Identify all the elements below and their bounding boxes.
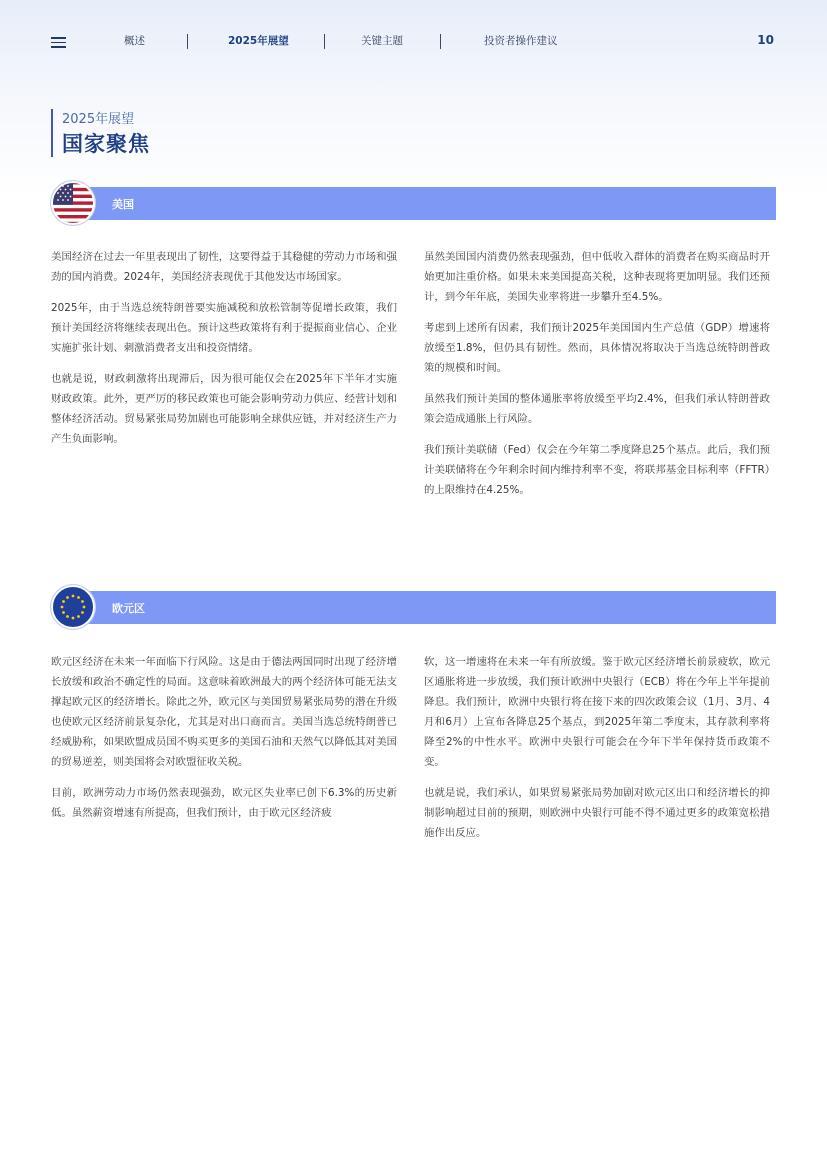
eurozone-right-column (424, 652, 770, 854)
section-band-us (82, 187, 776, 220)
top-navigation (0, 0, 827, 84)
page-subtitle: 2025年展望 (62, 112, 135, 127)
paragraph: 考虑到上述所有因素，我们预计2025年美国国内生产总值（GDP）增速将放缓至1.8%，但仍具有韧性。然而，具体情况将取决于当选总统特朗普政策的规模和时间。 (424, 322, 770, 374)
section-band-eurozone (82, 591, 776, 624)
paragraph: 2025年，由于当选总统特朗普要实施减税和放松管制等促增长政策，我们预计美国经济将继续表现出色。预计这些政策将有利于提振商业信心、企业实施扩张计划、刺激消费者支出和投资情绪。 (51, 302, 397, 354)
nav-divider (440, 34, 441, 49)
section-title-us: 美国 (112, 198, 134, 211)
paragraph: 虽然我们预计美国的整体通胀率将放缓至平均2.4%，但我们承认特朗普政策会造成通胀上行风险。 (424, 393, 770, 425)
tab-key-themes[interactable]: 关键主题 (361, 35, 403, 47)
title-accent-bar (51, 109, 53, 157)
tab-investor-actions[interactable]: 投资者操作建议 (484, 35, 558, 47)
tab-2025-outlook[interactable]: 2025年展望 (228, 35, 289, 47)
section-title-eurozone: 欧元区 (112, 602, 145, 615)
paragraph: 美国经济在过去一年里表现出了韧性，这要得益于其稳健的劳动力市场和强劲的国内消费。2024年，美国经济表现优于其他发达市场国家。 (51, 251, 397, 283)
flag-border (51, 181, 95, 225)
hamburger-icon[interactable] (51, 37, 66, 48)
tab-overview[interactable]: 概述 (124, 35, 145, 47)
paragraph: 目前，欧洲劳动力市场仍然表现强劲，欧元区失业率已创下6.3%的历史新低。虽然薪资增速有所提高，但我们预计，由于欧元区经济疲 (51, 787, 397, 819)
flag-border (51, 585, 95, 629)
nav-divider (187, 34, 188, 49)
paragraph: 虽然美国国内消费仍然表现强劲，但中低收入群体的消费者在购买商品时开始更加注重价格。如果未来美国提高关税，这种表现将更加明显。我们还预计，到今年年底，美国失业率将进一步攀升至4.5%。 (424, 251, 770, 303)
us-left-column (51, 247, 397, 460)
paragraph: 欧元区经济在未来一年面临下行风险。这是由于德法两国同时出现了经济增长放缓和政治不确定性的局面。这意味着欧洲最大的两个经济体可能无法支撑起欧元区的经济增长。除此之外，欧元区与美国贸易紧张局势的潜在升级也使欧元区经济前景复杂化，尤其是对出口商而言。美国当选总统特朗普已经威胁称，如果欧盟成员国不购买更多的美国石油和天然气以降低其对美国的贸易逆差，则美国将会对欧盟征收关税。 (51, 656, 397, 768)
paragraph: 我们预计美联储（Fed）仅会在今年第二季度降息25个基点。此后，我们预计美联储将在今年剩余时间内维持利率不变，将联邦基金目标利率（FFTR）的上限维持在4.25%。 (424, 444, 770, 496)
page-title: 国家聚焦 (62, 132, 150, 156)
paragraph: 也就是说，财政刺激将出现滞后，因为很可能仅会在2025年下半年才实施财政政策。此外，更严厉的移民政策也可能会影响劳动力供应、经营计划和整体经济活动。贸易紧张局势加剧也可能影响全球供应链，并对经济生产力产生负面影响。 (51, 373, 397, 445)
page-number: 10 (757, 33, 774, 47)
us-right-column (424, 247, 770, 511)
eurozone-left-column (51, 652, 397, 834)
nav-divider (324, 34, 325, 49)
paragraph: 也就是说，我们承认，如果贸易紧张局势加剧对欧元区出口和经济增长的抑制影响超过目前的预期，则欧洲中央银行可能不得不通过更多的政策宽松措施作出反应。 (424, 787, 770, 839)
paragraph: 软，这一增速将在未来一年有所放缓。鉴于欧元区经济增长前景疲软，欧元区通胀将进一步放缓，我们预计欧洲中央银行（ECB）将在今年上半年提前降息。我们预计，欧洲中央银行将在接下来的四次政策会议（1月、3月、4月和6月）上宣布各降息25个基点，到2025年第二季度末，其存款利率将降至2%的中性水平。欧洲中央银行可能会在今年下半年保持货币政策不变。 (424, 656, 770, 768)
